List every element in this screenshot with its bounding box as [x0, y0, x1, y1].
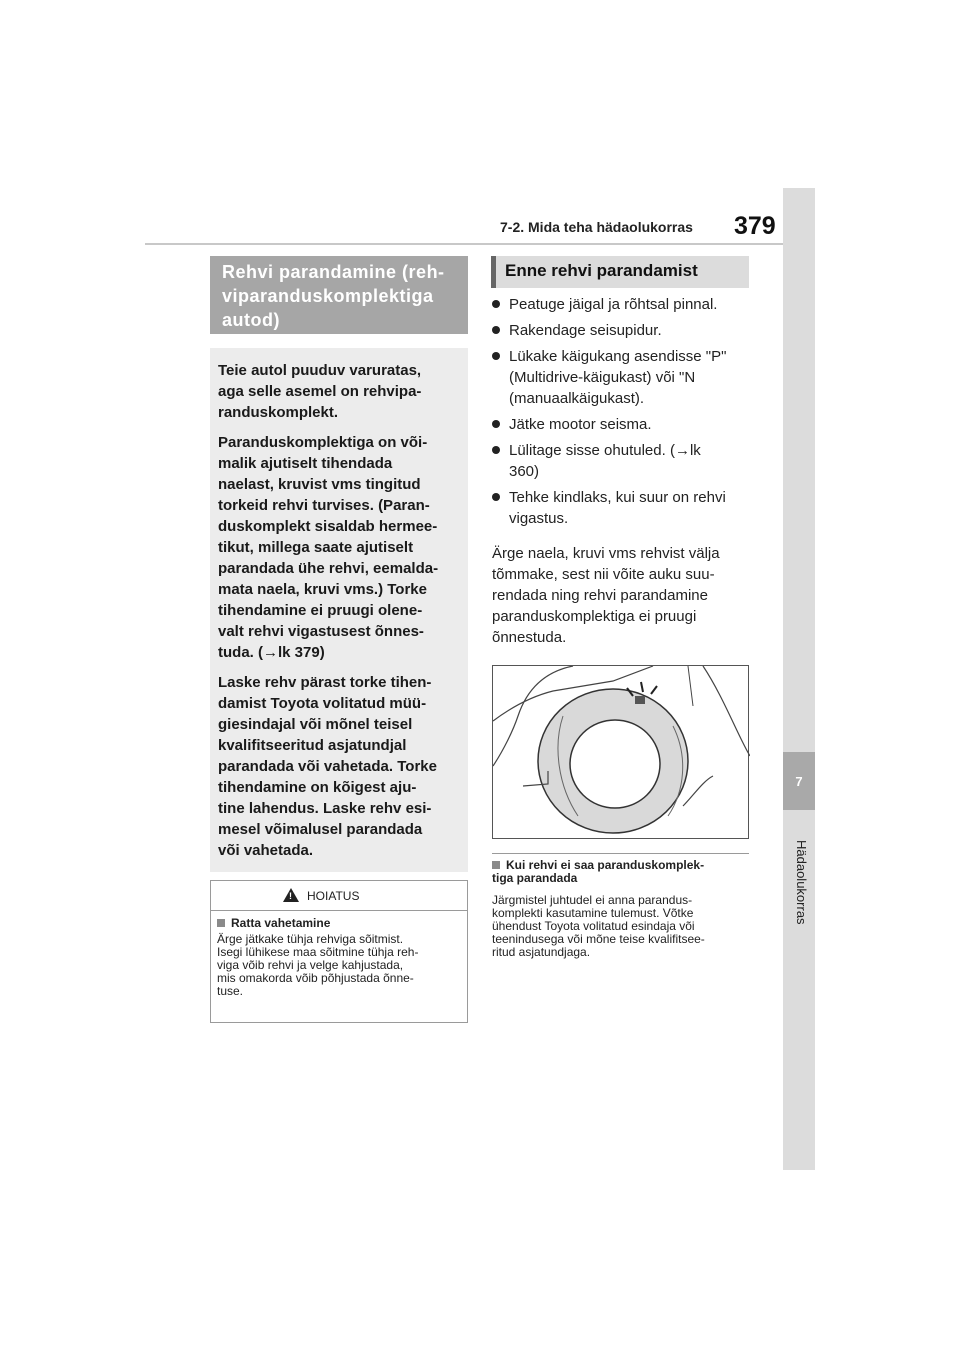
list-item: Peatuge jäigal ja rõhtsal pinnal. [492, 294, 754, 315]
caution-paragraph: Ärge naela, kruvi vms rehvist välja tõmmake, sest nii võite auku suu- rendada ning rehvi parandamine paranduskomplektiga ei pruugi õnnestuda. [492, 545, 720, 646]
warning-header [211, 881, 467, 911]
header-divider [145, 243, 785, 245]
bullet-list [492, 294, 754, 534]
intro-paragraph: Teie autol puuduv varuratas, aga selle asemel on rehvipa- randuskomplekt. [218, 362, 422, 421]
warning-icon [283, 888, 299, 902]
list-item: Tehke kindlaks, kui suur on rehvi vigastus. [492, 487, 754, 529]
intro-box [210, 348, 468, 872]
left-section-heading-text: Rehvi parandamine (reh- viparanduskomplektiga autod) [222, 262, 445, 330]
section-title: 7-2. Mida teha hädaolukorras [500, 219, 693, 235]
list-item: Lülitage sisse ohutuled. (→lk 360) [492, 440, 754, 482]
warning-text: Ärge jätkake tühja rehviga sõitmist. Isegi lühikese maa sõitmine tühja reh- viga võib rehvi ja velge kahjustada, mis omakorda võib põhjustada õnne- tuse. [217, 932, 419, 998]
page-number: 379 [734, 212, 776, 240]
square-bullet-icon [217, 919, 225, 927]
warning-box [210, 880, 468, 1023]
chapter-side-tab [783, 188, 815, 1170]
list-item: Jätke mootor seisma. [492, 414, 754, 435]
tire-drawing [493, 666, 750, 840]
chapter-number: 7 [783, 752, 815, 810]
right-section-heading: Enne rehvi parandamist [491, 256, 749, 288]
subsection-divider [492, 853, 749, 854]
tire-illustration [492, 665, 749, 839]
warning-subheading-text: Ratta vahetamine [231, 916, 331, 930]
warning-label: HOIATUS [307, 889, 360, 903]
intro-paragraph: Laske rehv pärast torke tihen- damist Toyota volitatud müü- giesindajal või mõnel teisel kvalifitseeritud asjatundjal parandada või vahetada. Torke tihendamine on kõigest aju- tine lahendus. Laske rehv esi- mesel võimalusel parandada või vahetada. [218, 674, 437, 859]
list-item: Rakendage seisupidur. [492, 320, 754, 341]
intro-paragraph: Paranduskomplektiga on või- malik ajutiselt tihendada naelast, kruvist vms tingitud torkeid rehvi turvises. (Paran- duskomplekt sisaldab hermee- tikut, millega saate ajutiselt parandada ühe rehvi, eemalda- mata naela, kruvi vms.) Torke tihendamine ei pruugi olene- valt rehvi vigastusest õnnes- tuda. (→lk 379) [218, 434, 439, 661]
chapter-label: Hädaolukorras [794, 840, 809, 925]
list-item: Lükake käigukang asendisse "P" (Multidrive-käigukast) või "N (manuaalkäigukast). [492, 346, 754, 409]
left-section-heading [210, 256, 468, 334]
subsection-text: Järgmistel juhtudel ei anna parandus- komplekti kasutamine tulemust. Võtke ühendust Toyota volitatud esindaja või teenindusega või mõne teise kvalifitsee- ritud asjatundjaga. [492, 893, 705, 959]
subsection-heading [492, 859, 754, 885]
warning-subheading [217, 916, 467, 930]
subsection-heading-text: Kui rehvi ei saa paranduskomplek- tiga parandada [492, 858, 705, 885]
square-bullet-icon [492, 861, 500, 869]
